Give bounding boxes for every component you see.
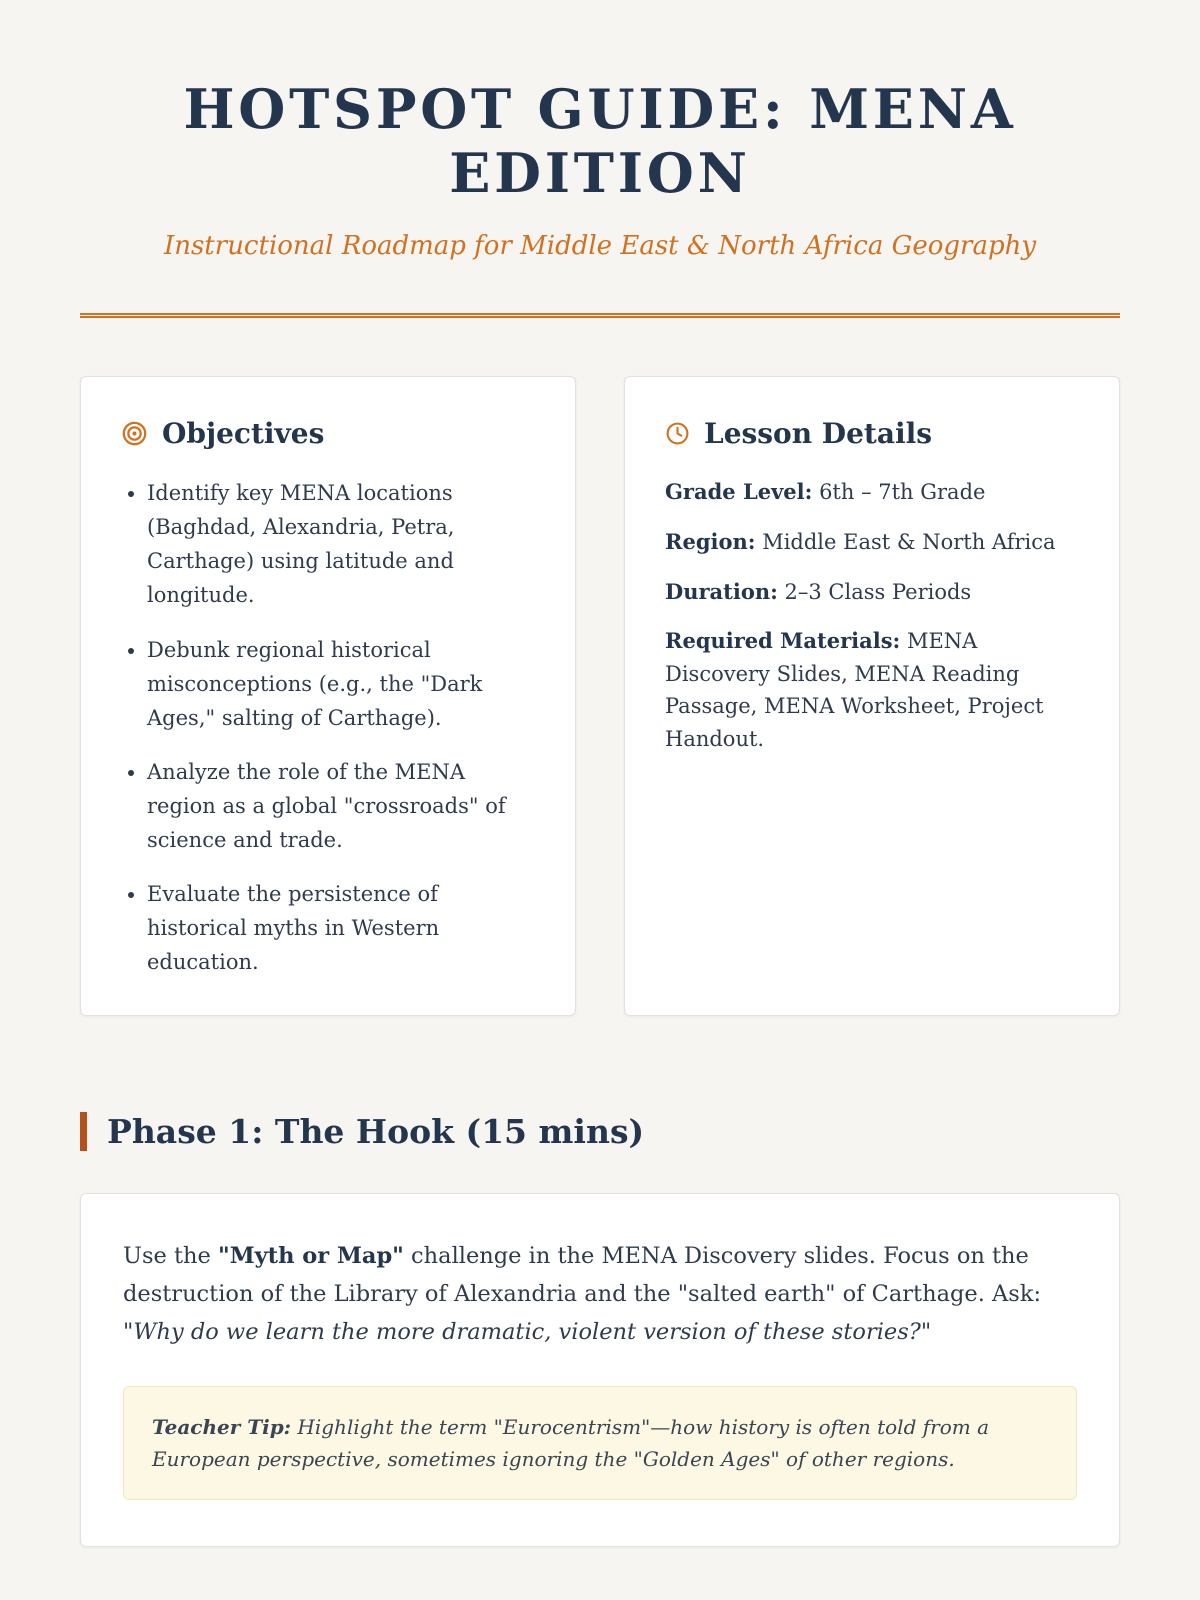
lesson-details-heading-label: Lesson Details	[704, 417, 933, 451]
info-cards-row	[80, 376, 1120, 1015]
objectives-list	[121, 476, 535, 978]
detail-value: 2–3 Class Periods	[777, 579, 972, 604]
detail-row-region	[665, 526, 1079, 559]
detail-value: 6th – 7th Grade	[812, 480, 986, 505]
detail-label: Region:	[665, 528, 756, 554]
teacher-tip-box	[123, 1386, 1077, 1500]
divider-double-rule	[80, 313, 1120, 318]
intro-bold-phrase: "Myth or Map"	[217, 1243, 404, 1270]
objective-item: • Debunk regional historical misconceptions (e.g., the "Dark Ages," salting of Carthage).	[147, 633, 535, 735]
teacher-tip-label: Teacher Tip:	[152, 1414, 292, 1439]
phase-1-card	[80, 1193, 1120, 1546]
lesson-details-heading	[665, 417, 1079, 450]
page-title: HOTSPOT GUIDE: MENA EDITION	[183, 77, 1017, 205]
phase-1-heading: Phase 1: The Hook (15 mins)	[80, 1112, 1120, 1152]
lesson-plan-page	[80, 78, 1120, 1547]
detail-value: Middle East & North Africa	[755, 529, 1056, 554]
detail-row-duration	[665, 576, 1079, 609]
detail-value: MENA Discovery Slides, MENA Reading Passage, MENA Worksheet, Project Handout.	[665, 629, 1044, 751]
target-icon	[121, 420, 148, 447]
detail-row-grade-level	[665, 476, 1079, 509]
page-subtitle: Instructional Roadmap for Middle East & North Africa Geography	[163, 231, 1037, 262]
lesson-details-card	[624, 376, 1120, 1015]
intro-lead: Use the	[123, 1243, 218, 1270]
detail-row-required-materials	[665, 625, 1079, 755]
detail-label: Grade Level:	[665, 479, 813, 505]
objective-item: • Evaluate the persistence of historical myths in Western education.	[147, 877, 535, 979]
objective-item: • Analyze the role of the MENA region as a global "crossroads" of science and trade.	[147, 755, 535, 857]
detail-label: Duration:	[665, 578, 778, 604]
teacher-tip-text: Highlight the term "Eurocentrism"—how history is often told from a European perspective, sometimes ignoring the "Golden Ages" of other regions.	[152, 1414, 989, 1471]
clock-icon	[665, 421, 690, 446]
intro-middle: challenge in the MENA Discovery slides. Focus on the destruction of the Library of Alexandria and the "salted earth" of Carthage. Ask:	[123, 1243, 1042, 1308]
detail-label: Required Materials:	[665, 628, 901, 654]
objectives-heading	[121, 417, 535, 450]
phase-1-intro	[123, 1238, 1077, 1351]
objectives-heading-label: Objectives	[162, 417, 325, 451]
phase-1-section	[80, 1112, 1120, 1547]
objectives-card	[80, 376, 576, 1015]
objective-item: • Identify key MENA locations (Baghdad, Alexandria, Petra, Carthage) using latitude and longitude.	[147, 476, 535, 612]
page-header	[80, 78, 1120, 318]
intro-question: "Why do we learn the more dramatic, violent version of these stories?"	[123, 1318, 932, 1345]
